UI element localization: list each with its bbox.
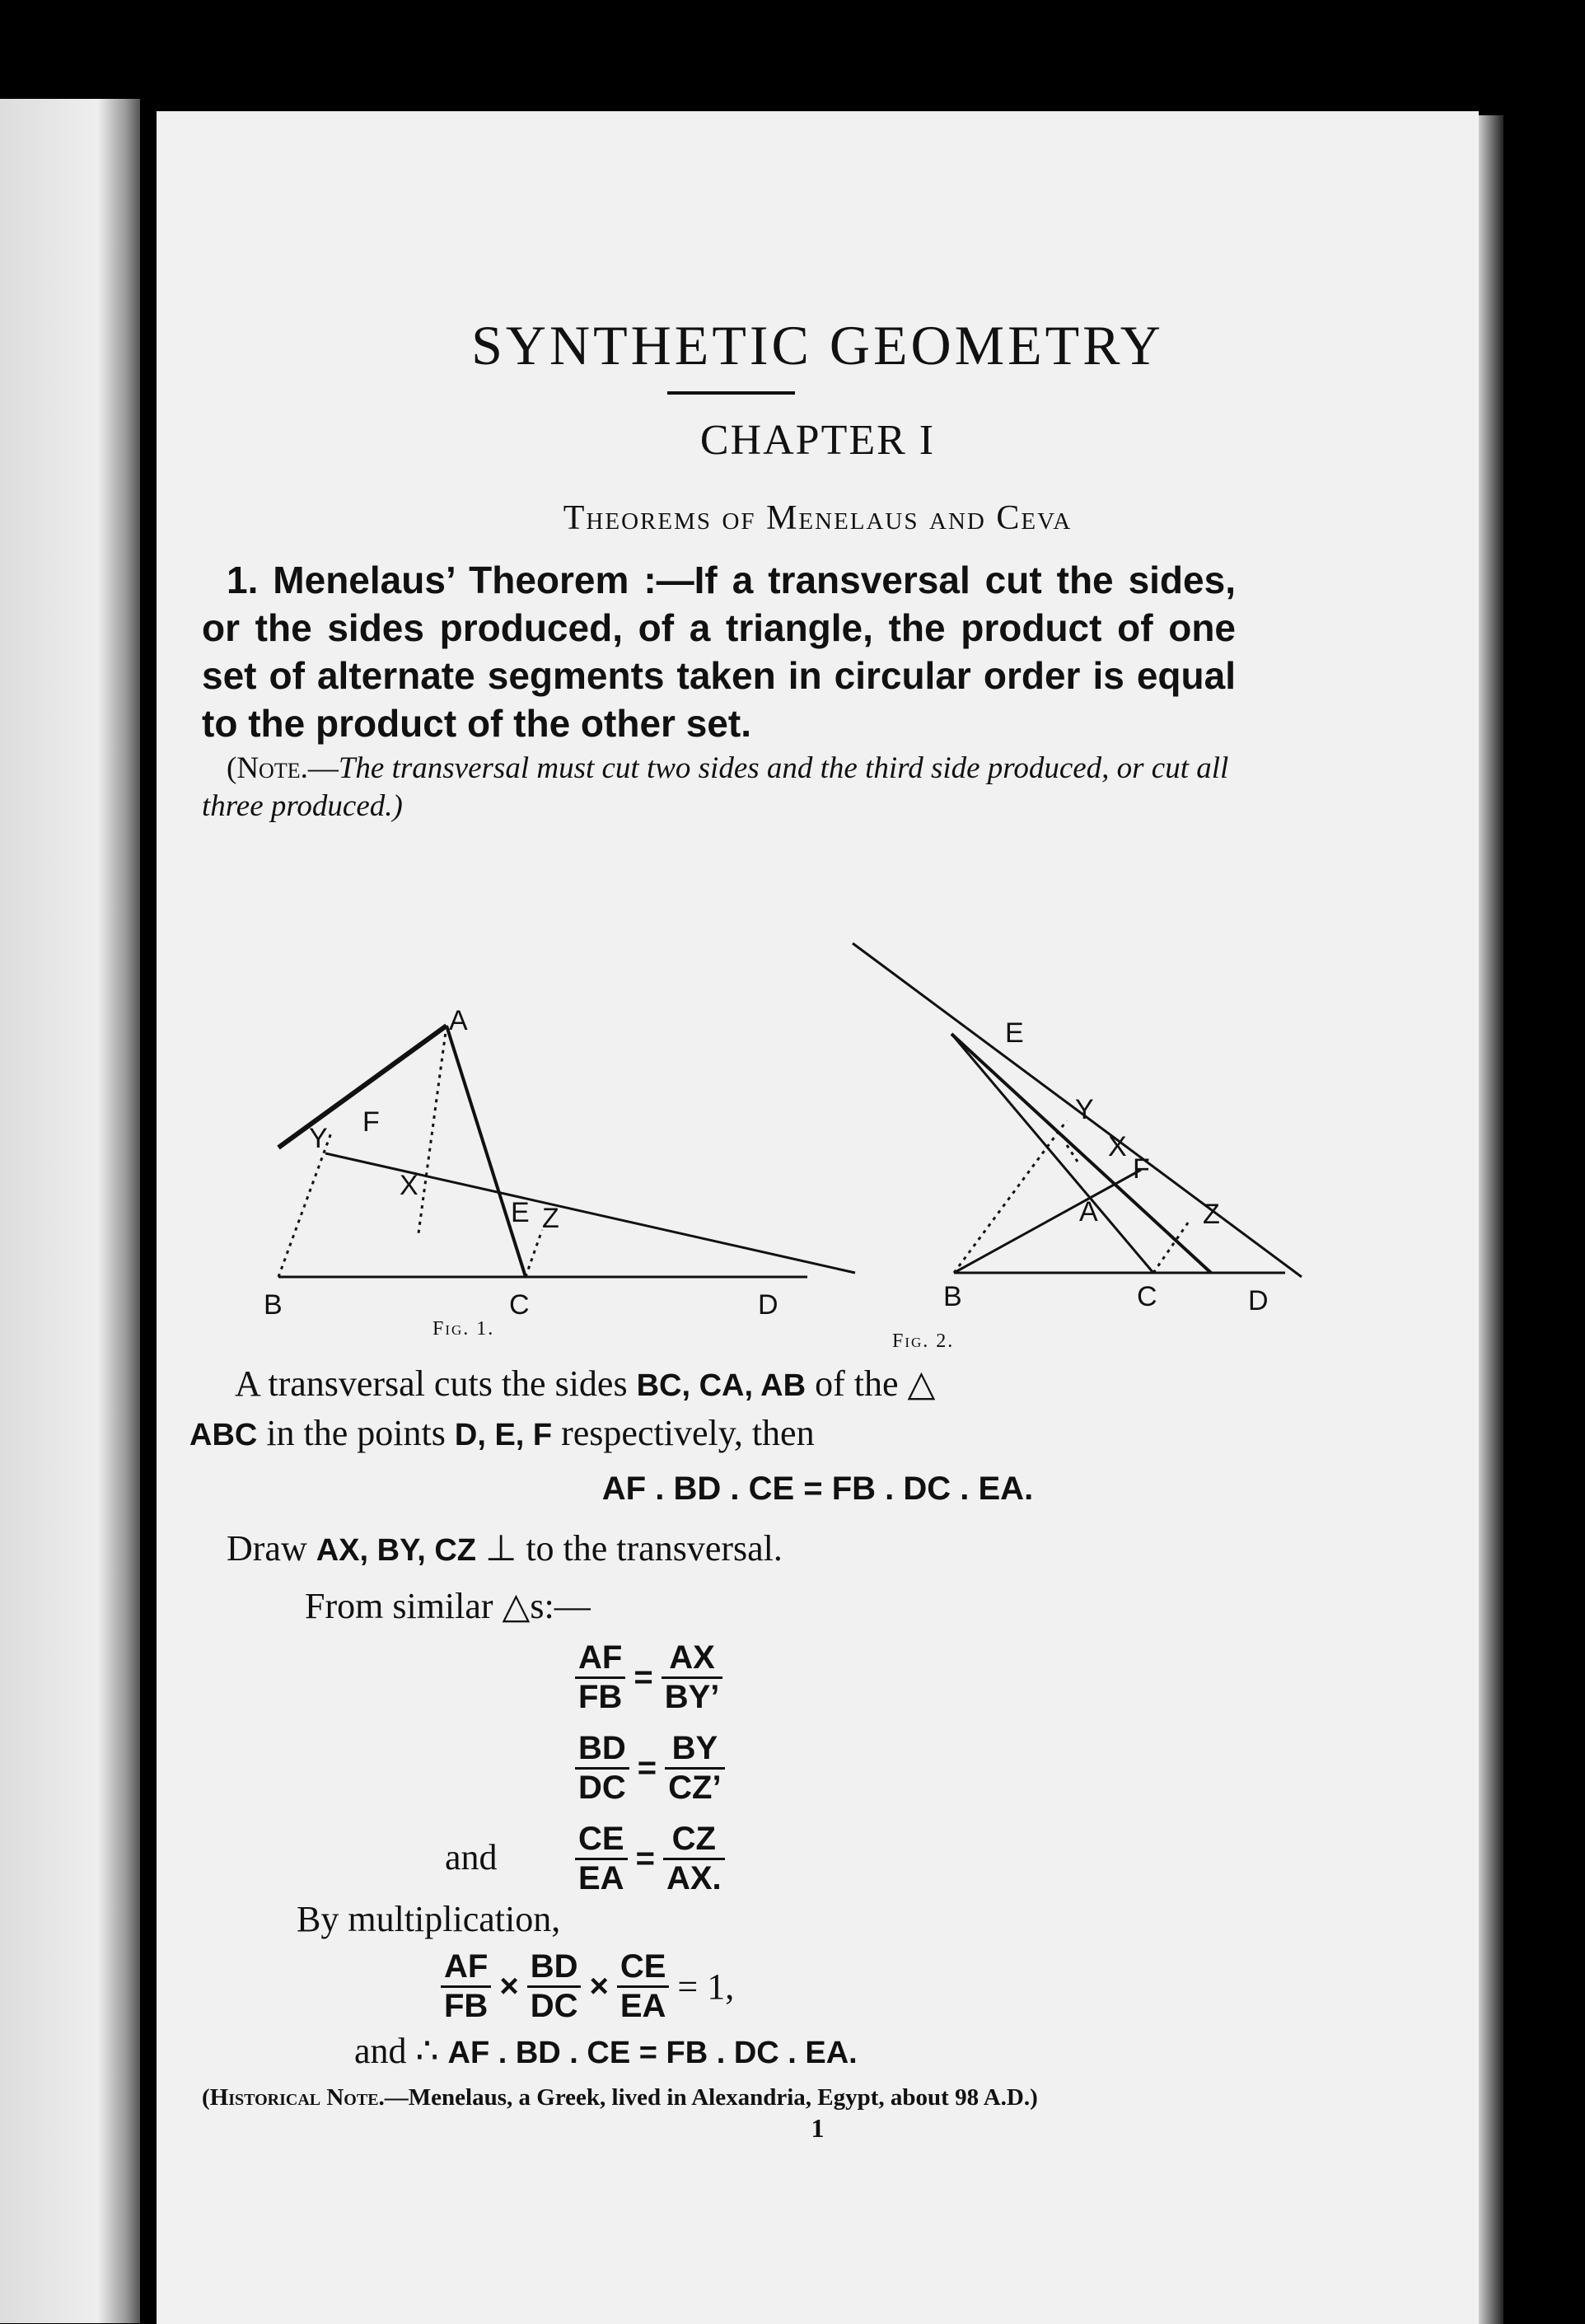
numerator: BY [665, 1730, 724, 1770]
and-word: and [445, 1837, 498, 1877]
proof-sides: BC, CA, AB [636, 1368, 807, 1403]
fig1-label-a: A [449, 1005, 468, 1036]
proof-text: in the points [266, 1413, 446, 1453]
draw-instruction [227, 1524, 1297, 1575]
numerator: BD [527, 1948, 582, 1988]
denominator: BY’ [664, 1679, 720, 1715]
theorem-label: 1. Menelaus’ Theorem :— [227, 559, 694, 601]
product-result: = 1, [677, 1966, 735, 2007]
historical-note-label: (Historical Note. [202, 2084, 385, 2111]
fig1-label-z: Z [542, 1203, 559, 1234]
similar-triangles-line: From similar △s:— [305, 1586, 591, 1626]
denominator: FB [578, 1679, 623, 1715]
fig1-label-c: C [509, 1289, 530, 1321]
denominator: DC [578, 1770, 626, 1806]
fig1-label-e: E [511, 1197, 530, 1228]
points-def: D, E, F [454, 1418, 553, 1452]
book-title: SYNTHETIC GEOMETRY [471, 314, 1164, 376]
figure-2-diagram [774, 865, 1351, 1316]
denominator: EA [620, 1988, 666, 2024]
fig2-label-y: Y [1075, 1094, 1094, 1125]
fig1-label-y: Y [309, 1123, 328, 1154]
figure-2-caption: Fig. 2. [892, 1330, 955, 1352]
fig1-label-b: B [264, 1289, 283, 1321]
theorem-equation: AF . BD . CE = FB . DC . EA. [601, 1471, 1034, 1507]
fig2-label-z: Z [1203, 1199, 1220, 1230]
fig2-label-a: A [1079, 1196, 1098, 1227]
conclusion-line [354, 2027, 1343, 2078]
perpendicular-cz [1153, 1219, 1190, 1273]
denominator: DC [530, 1988, 578, 2024]
section-heading: Theorems of Menelaus and Ceva [563, 499, 1073, 537]
proof-text: of the △ [815, 1363, 936, 1404]
side-ac [447, 1026, 526, 1277]
fig1-label-d: D [758, 1289, 778, 1321]
theorem-text: If a transversal cut the sides, or the sides produced, of a triangle, the product of one set of alternate segments taken in circular order is equal to the product of the other set. [202, 559, 1236, 745]
page-number: 1 [811, 2113, 825, 2143]
figure-1-diagram [264, 886, 857, 1321]
denominator: CZ’ [668, 1770, 722, 1806]
fig2-label-d: D [1248, 1285, 1269, 1316]
proof-text: respectively, then [561, 1413, 815, 1453]
fig2-label-b: B [943, 1281, 962, 1312]
therefore-text: and ∴ [354, 2031, 439, 2071]
denominator: AX. [666, 1860, 722, 1896]
proof-text: Draw [227, 1528, 307, 1569]
ratio-equation-2: $\frac{BD}{DC}$ = $\frac{BY}{CZ’}$ [575, 1730, 725, 1807]
theorem-note [202, 750, 1236, 825]
numerator: CE [575, 1821, 628, 1860]
perpendicular-ax [418, 1026, 447, 1233]
fig2-label-c: C [1137, 1281, 1157, 1312]
proof-text: A transversal cuts the sides [235, 1363, 628, 1404]
historical-note-text: —Menelaus, a Greek, lived in Alexandria, Egypt, about 98 A.D.) [384, 2084, 1038, 2111]
fig1-label-f: F [362, 1106, 380, 1138]
theorem-statement [202, 556, 1236, 747]
perpendicular-by [278, 1133, 331, 1277]
numerator: AF [575, 1639, 625, 1679]
page-edge [1479, 115, 1503, 2324]
ratio-equation-1: $\frac{AF}{FB}$ = $\frac{AX}{BY’}$ [575, 1639, 722, 1716]
book-page [157, 111, 1479, 2324]
proof-line-2 [189, 1409, 1260, 1460]
proof-line-1 [235, 1359, 1306, 1410]
figure-1-caption: Fig. 1. [432, 1318, 495, 1340]
denominator: FB [444, 1988, 489, 2024]
denominator: EA [578, 1860, 624, 1896]
conclusion-equation: AF . BD . CE = FB . DC . EA. [447, 2036, 858, 2070]
side-ec-d [951, 1034, 1211, 1273]
perpendicular-by [954, 1120, 1067, 1273]
fig2-label-e: E [1005, 1017, 1024, 1049]
triangle-name: ABC [189, 1418, 258, 1452]
numerator: AX [662, 1639, 723, 1679]
numerator: CZ [663, 1821, 725, 1860]
numerator: BD [575, 1730, 629, 1770]
chapter-heading: CHAPTER I [699, 417, 936, 464]
side-ba [954, 1170, 1141, 1273]
product-equation [441, 1948, 742, 2025]
historical-note [202, 2084, 1273, 2111]
by-multiplication-line: By multiplication, [297, 1899, 561, 1939]
fig2-label-x: X [1108, 1131, 1127, 1162]
proof-text: ⊥ to the transversal. [484, 1528, 783, 1569]
note-text: The transversal must cut two sides and the third side produced, or cut all three produced.) [202, 751, 1229, 823]
facing-page-edge [0, 99, 140, 2323]
numerator: CE [617, 1948, 670, 1988]
ratio-equation-3: $\frac{CE}{EA}$ = $\frac{CZ}{AX.}$ [575, 1821, 725, 1897]
times-sign: × [499, 1968, 519, 2004]
perpendicular-cz [526, 1230, 542, 1277]
times-sign: × [589, 1968, 609, 2004]
title-rule [667, 391, 795, 395]
fig2-label-f: F [1133, 1153, 1150, 1185]
numerator: AF [441, 1948, 491, 1988]
fig1-label-x: X [400, 1170, 418, 1201]
perpendicular-lines: AX, BY, CZ [316, 1533, 476, 1568]
note-label: (Note.— [227, 751, 339, 785]
